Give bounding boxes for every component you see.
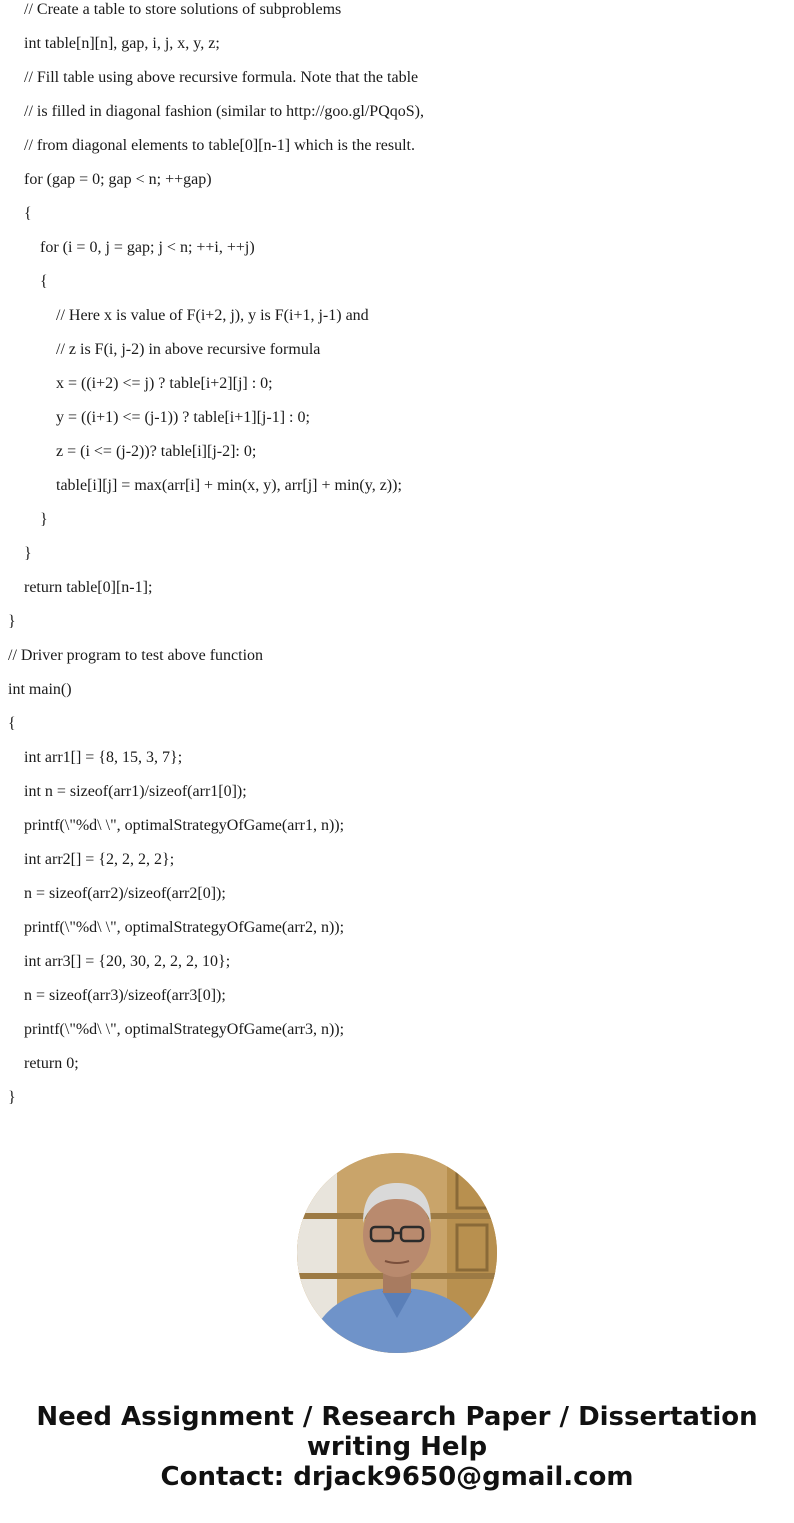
code-line: int arr2[] = {2, 2, 2, 2}; (24, 851, 175, 868)
code-line: for (gap = 0; gap < n; ++gap) (24, 171, 212, 188)
code-line: // Create a table to store solutions of subproblems (24, 1, 342, 18)
code-line: int arr1[] = {8, 15, 3, 7}; (24, 749, 183, 766)
code-line: // Here x is value of F(i+2, j), y is F(i+1, j-1) and (56, 307, 369, 324)
promo-headline: Need Assignment / Research Paper / Dissertation (36, 1402, 758, 1432)
code-line: int table[n][n], gap, i, j, x, y, z; (24, 35, 220, 52)
author-avatar (297, 1153, 497, 1353)
code-line: x = ((i+2) <= j) ? table[i+2][j] : 0; (56, 375, 273, 392)
code-line: table[i][j] = max(arr[i] + min(x, y), arr[j] + min(y, z)); (56, 477, 402, 494)
code-line: n = sizeof(arr2)/sizeof(arr2[0]); (24, 885, 226, 902)
code-line: printf(\"%d\ \", optimalStrategyOfGame(arr1, n)); (24, 817, 345, 834)
code-line: { (24, 205, 32, 222)
code-line: } (8, 1089, 16, 1106)
code-line: // from diagonal elements to table[0][n-1] which is the result. (24, 137, 415, 154)
code-block (8, 0, 788, 1122)
code-line: for (i = 0, j = gap; j < n; ++i, ++j) (40, 239, 255, 256)
code-line: int main() (8, 681, 72, 698)
code-line: } (40, 511, 48, 528)
code-line: z = (i <= (j-2))? table[i][j-2]: 0; (56, 443, 257, 460)
code-line: { (8, 715, 16, 732)
code-line: return table[0][n-1]; (24, 579, 153, 596)
code-line: // z is F(i, j-2) in above recursive formula (56, 341, 321, 358)
code-line: int n = sizeof(arr1)/sizeof(arr1[0]); (24, 783, 247, 800)
code-line: } (8, 613, 16, 630)
code-line: // Fill table using above recursive formula. Note that the table (24, 69, 419, 86)
code-line: int arr3[] = {20, 30, 2, 2, 2, 10}; (24, 953, 231, 970)
code-line: return 0; (24, 1055, 79, 1072)
code-line: // Driver program to test above function (8, 647, 264, 664)
code-line: // is filled in diagonal fashion (similar to http://goo.gl/PQqoS), (24, 103, 424, 120)
person-photo-icon (297, 1153, 497, 1353)
promo-subline: writing Help (306, 1432, 488, 1462)
promo-banner (0, 1402, 794, 1492)
code-line: n = sizeof(arr3)/sizeof(arr3[0]); (24, 987, 226, 1004)
code-line: printf(\"%d\ \", optimalStrategyOfGame(arr2, n)); (24, 919, 345, 936)
code-line: y = ((i+1) <= (j-1)) ? table[i+1][j-1] : 0; (56, 409, 310, 426)
code-line: } (24, 545, 32, 562)
promo-contact: Contact: drjack9650@gmail.com (160, 1462, 634, 1492)
code-line: { (40, 273, 48, 290)
code-line: printf(\"%d\ \", optimalStrategyOfGame(arr3, n)); (24, 1021, 345, 1038)
